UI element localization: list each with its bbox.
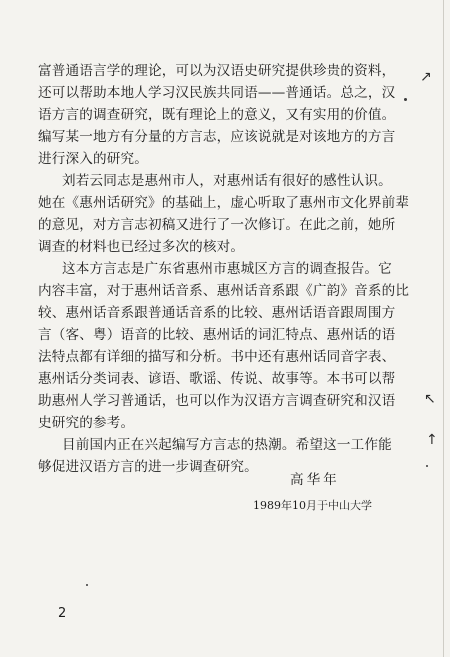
text-line: 的意见，对方言志初稿又进行了一次修订。在此之前，她所 [38, 217, 396, 233]
text-line: 助惠州人学习普通话，也可以作为汉语方言调查研究和汉语 [38, 393, 396, 409]
text-line: 还可以帮助本地人学习汉民族共同语——普通话。总之，汉 [38, 85, 396, 101]
text-line: 够促进汉语方言的进一步调查研究。 [38, 459, 258, 475]
text-line: 进行深入的研究。 [38, 151, 148, 167]
page-number: 2 [58, 606, 67, 621]
text-line: 编写某一地方有分量的方言志，应该说就是对该地方的方言 [38, 129, 396, 145]
text-line: 言（客、粤）语音的比较、惠州话的词汇特点、惠州话的语 [38, 327, 396, 343]
text-line: 内容丰富，对于惠州话音系、惠州话音系跟《广韵》音系的比 [38, 283, 410, 299]
scan-mark-arrow-icon: ↖ [424, 391, 436, 407]
scan-mark-arrow-icon: ↗ [420, 69, 432, 85]
text-line: 目前国内正在兴起编写方言志的热潮。希望这一工作能 [62, 437, 392, 453]
text-line: 法特点都有详细的描写和分析。书中还有惠州话同音字表、 [38, 349, 396, 365]
text-line: 史研究的参考。 [38, 415, 135, 431]
text-line: 语方言的调查研究，既有理论上的意义，又有实用的价值。 [38, 107, 396, 123]
scan-mark-arrow-icon: ↑ [426, 432, 438, 448]
text-line: 富普通语言学的理论，可以为汉语史研究提供珍贵的资料， [38, 63, 396, 79]
scan-speck [404, 98, 407, 101]
scan-speck [86, 584, 88, 586]
text-line: 这本方言志是广东省惠州市惠城区方言的调查报告。它 [62, 261, 392, 277]
text-line: 调查的材料也已经过多次的核对。 [38, 239, 245, 255]
page-edge-shadow [443, 0, 444, 657]
signature-date: 1989年10月于中山大学 [253, 499, 372, 512]
scan-speck [426, 465, 428, 467]
text-line: 惠州话分类词表、谚语、歌谣、传说、故事等。本书可以帮 [38, 371, 396, 387]
text-line: 她在《惠州话研究》的基础上，虚心听取了惠州市文化界前辈 [38, 195, 410, 211]
text-line: 较、惠州话音系跟普通话音系的比较、惠州话语音跟周围方 [38, 305, 396, 321]
author-signature: 高华年 [290, 472, 340, 488]
text-line: 刘若云同志是惠州市人，对惠州话有很好的感性认识。 [62, 173, 392, 189]
